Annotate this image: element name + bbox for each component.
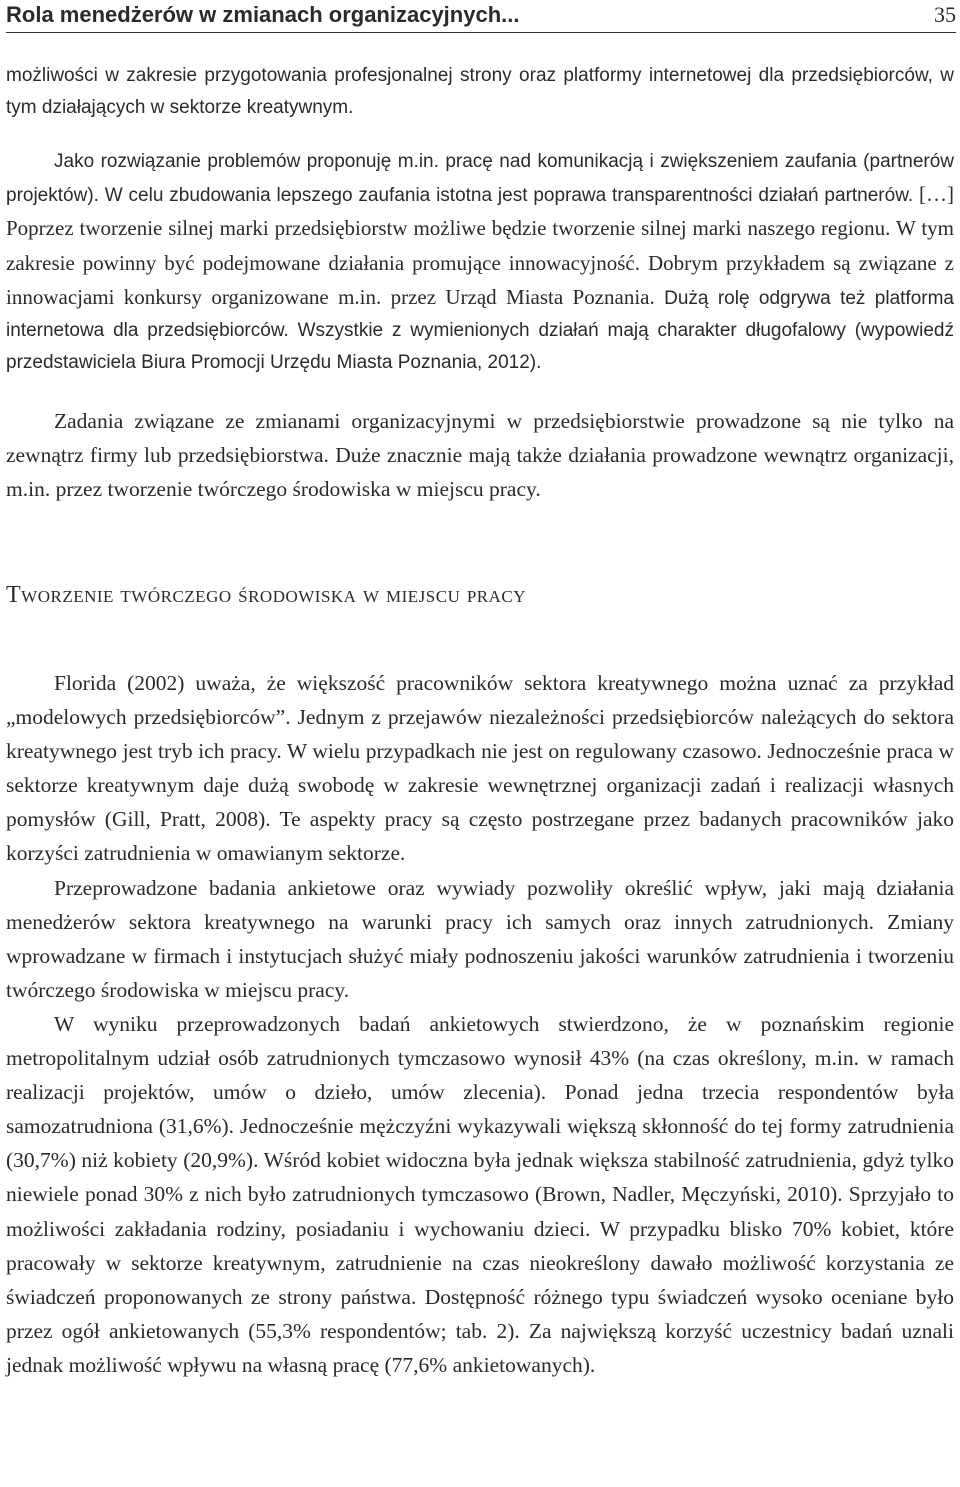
body-paragraph: Florida (2002) uważa, że większość pracowników sektora kreatywnego można uznać za przykład „modelowych przedsiębiorców”. Jednym z przejawów niezależności przedsiębiorców należących do sektora kreatywnego jest tryb ich pracy. W wielu przypadkach nie jest on regulowany czasowo. Jednocześnie praca w sektorze kreatywnym daje dużą swobodę w zakresie wewnętrznej organizacji zadań i realizacji własnych pomysłów (Gill, Pratt, 2008). Te aspekty pracy są często postrzegane przez badanych pracowników jako korzyści zatrudnienia w omawianym sektorze.: [6, 671, 954, 866]
quote-run-2: […] Poprzez tworzenie silnej marki przedsiębiorstw możliwe będzie tworzenie silnej marki naszego regionu. W tym zakresie powinny być podejmowane działania promujące innowacyjność. Dobrym przykładem są związane z innowacjami konkursy organizowane m.in. przez Urząd Miasta Poznania.: [6, 182, 954, 309]
quote-run-3: Dużą rolę odgrywa też platforma internetowa dla przedsiębiorców. Wszystkie z wymienionych działań mają charakter długofalowy (wypowiedź przedstawiciela Biura Promocji Urzędu Miasta Poznania, 2012).: [6, 287, 955, 374]
intro-paragraph: Zadania związane ze zmianami organizacyjnymi w przedsiębiorstwie prowadzone są nie tylko na zewnątrz firmy lub przedsiębiorstwa. Duże znacznie mają także działania prowadzone wewnątrz organizacji, m.in. przez tworzenie twórczego środowiska w miejscu pracy.: [6, 409, 954, 502]
running-header: [6, 2, 956, 33]
continuation-paragraph: możliwości w zakresie przygotowania profesjonalnej strony oraz platformy internetowej dla przedsiębiorców, w tym działających w sektorze kreatywnym.: [6, 65, 954, 119]
page-number: 35: [934, 2, 956, 27]
quote-run-1: Jako rozwiązanie problemów proponuję m.in. pracę nad komunikacją i zwiększeniem zaufania (partnerów projektów). W celu zbudowania lepszego zaufania istotna jest poprawa transparentności działań partnerów.: [6, 151, 954, 207]
running-title: Rola menedżerów w zmianach organizacyjnych...: [6, 2, 520, 27]
quote-paragraph: [6, 146, 954, 379]
body-paragraph: Przeprowadzone badania ankietowe oraz wywiady pozwoliły określić wpływ, jaki mają działania menedżerów sektora kreatywnego na warunki pracy ich samych oraz innych zatrudnionych. Zmiany wprowadzane w firmach i instytucjach służyć miały podnoszeniu jakości warunków zatrudnienia i tworzeniu twórczego środowiska w miejscu pracy.: [6, 875, 954, 1002]
intro-block: [6, 404, 954, 506]
section-body: [6, 666, 954, 1382]
body-paragraph: W wyniku przeprowadzonych badań ankietowych stwierdzono, że w poznańskim regionie metropolitalnym udział osób zatrudnionych tymczasowo wynosił 43% (na czas określony, m.in. w ramach realizacji projektów, umów o dzieło, umów zlecenia). Ponad jedna trzecia respondentów była samozatrudniona (31,6%). Jednocześnie mężczyźni wykazywali większą skłonność do tej formy zatrudnienia (30,7%) niż kobiety (20,9%). Wśród kobiet widoczna była jednak większa stabilność zatrudnienia, gdyż tylko niewiele ponad 30% z nich było zatrudnionych tymczasowo (Brown, Nadler, Męczyński, 2010). Sprzyjało to możliwości zakładania rodziny, posiadaniu i wychowaniu dzieci. W przypadku blisko 70% kobiet, które pracowały w sektorze kreatywnym, zatrudnienie na czas nieokreślony dawało możliwość korzystania ze świadczeń proponowanych ze strony państwa. Dostępność różnego typu świadczeń wysoko oceniane było przez ogół ankietowanych (55,3% respondentów; tab. 2). Za największą korzyść uczestnicy badań uznali jednak możliwość wpływu na własną pracę (77,6% ankietowanych).: [6, 1011, 954, 1377]
continuation-block: [6, 60, 954, 124]
interview-quote: [6, 146, 954, 379]
section-heading: Tworzenie twórczego środowiska w miejscu pracy: [6, 582, 527, 608]
